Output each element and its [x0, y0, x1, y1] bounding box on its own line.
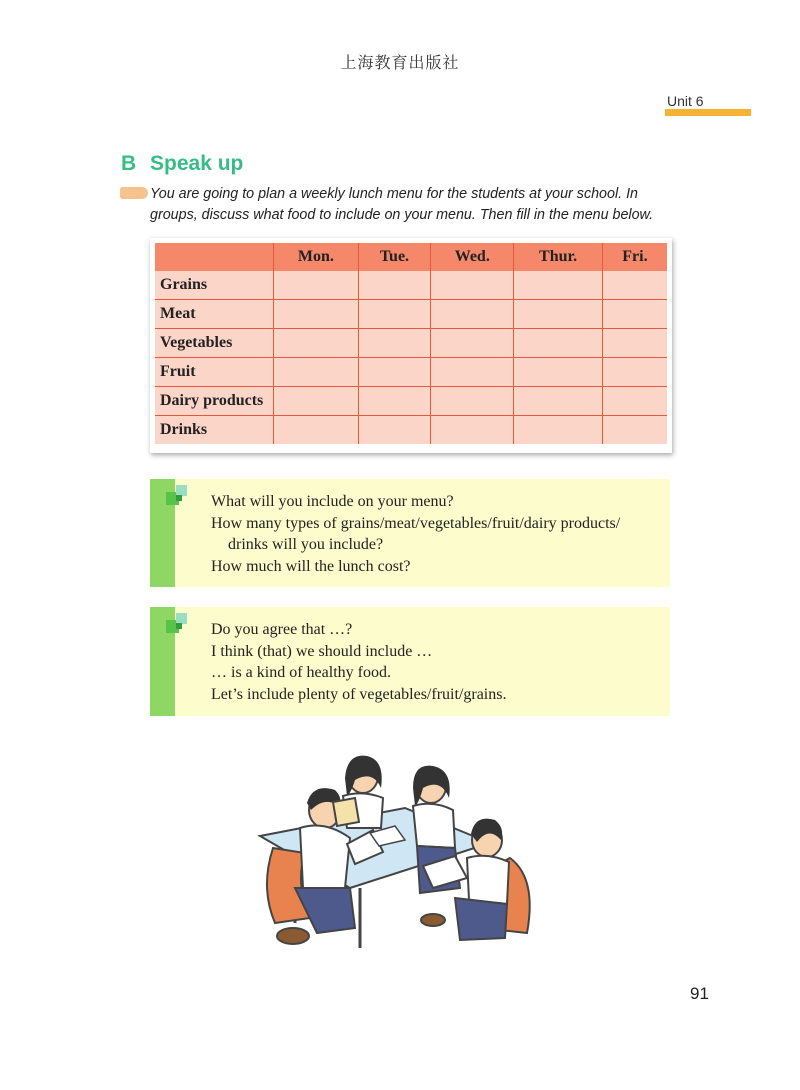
menu-row-label: Grains [155, 271, 274, 300]
phrase-prompt-box [150, 607, 670, 716]
question-prompt-box [150, 479, 670, 587]
menu-cell[interactable] [514, 300, 603, 329]
menu-header-wed: Wed. [431, 243, 514, 271]
menu-cell[interactable] [514, 329, 603, 358]
prompt-line: How much will the lunch cost? [211, 557, 411, 575]
menu-cell[interactable] [514, 416, 603, 445]
menu-row-drinks [155, 416, 667, 445]
instruction-tag-icon [120, 187, 148, 199]
menu-row-label: Dairy products [155, 387, 274, 416]
menu-cell[interactable] [431, 416, 514, 445]
menu-cell[interactable] [514, 271, 603, 300]
menu-header-corner [155, 243, 274, 271]
menu-cell[interactable] [602, 300, 667, 329]
menu-cell[interactable] [602, 271, 667, 300]
prompt-line: How many types of grains/meat/vegetables/fruit/dairy products/ [211, 514, 621, 532]
menu-row-vegetables [155, 329, 667, 358]
menu-table-card [150, 238, 672, 453]
menu-cell[interactable] [358, 271, 430, 300]
menu-cell[interactable] [602, 416, 667, 445]
prompt-lines [211, 619, 506, 705]
menu-row-meat [155, 300, 667, 329]
section-title: Speak up [150, 152, 244, 175]
prompt-lines [211, 491, 620, 577]
menu-row-label: Drinks [155, 416, 274, 445]
menu-cell[interactable] [358, 300, 430, 329]
menu-cell[interactable] [274, 387, 359, 416]
menu-cell[interactable] [358, 416, 430, 445]
prompt-line: … is a kind of healthy food. [211, 664, 391, 681]
menu-cell[interactable] [431, 300, 514, 329]
menu-table [155, 243, 667, 444]
menu-cell[interactable] [274, 329, 359, 358]
page-number: 91 [690, 984, 709, 1003]
students-discussion-illustration [255, 748, 545, 958]
menu-cell[interactable] [431, 358, 514, 387]
menu-cell[interactable] [431, 387, 514, 416]
menu-row-dairy [155, 387, 667, 416]
menu-row-label: Meat [155, 300, 274, 329]
prompt-line: I think (that) we should include … [211, 642, 433, 660]
decorative-square-icon [176, 623, 182, 629]
unit-underline [665, 109, 751, 116]
menu-row-label: Vegetables [155, 329, 274, 358]
prompt-line: drinks will you include? [228, 536, 384, 553]
menu-cell[interactable] [274, 271, 359, 300]
menu-cell[interactable] [358, 329, 430, 358]
menu-row-grains [155, 271, 667, 300]
menu-cell[interactable] [358, 358, 430, 387]
menu-cell[interactable] [602, 358, 667, 387]
menu-header-tue: Tue. [358, 243, 430, 271]
menu-row-label: Fruit [155, 358, 274, 387]
prompt-line: What will you include on your menu? [211, 493, 454, 510]
menu-cell[interactable] [602, 387, 667, 416]
menu-cell[interactable] [274, 358, 359, 387]
prompt-line: Do you agree that …? [211, 621, 353, 638]
menu-header-thur: Thur. [514, 243, 603, 271]
menu-cell[interactable] [358, 387, 430, 416]
menu-row-fruit [155, 358, 667, 387]
menu-header-mon: Mon. [274, 243, 359, 271]
instruction-text: You are going to plan a weekly lunch menu for the students at your school. In groups, discuss what food to include on your menu. Then fill in the menu below. [150, 186, 654, 223]
unit-label: Unit 6 [667, 93, 704, 109]
publisher-name: 上海教育出版社 [340, 53, 460, 72]
menu-cell[interactable] [514, 387, 603, 416]
menu-table-header-row [155, 243, 667, 271]
menu-cell[interactable] [514, 358, 603, 387]
prompt-line: Let’s include plenty of vegetables/fruit/grains. [211, 685, 507, 703]
menu-cell[interactable] [274, 300, 359, 329]
menu-header-fri: Fri. [602, 243, 667, 271]
section-letter: B [121, 152, 137, 175]
menu-cell[interactable] [431, 329, 514, 358]
menu-cell[interactable] [274, 416, 359, 445]
menu-cell[interactable] [431, 271, 514, 300]
decorative-square-icon [176, 495, 182, 501]
menu-cell[interactable] [602, 329, 667, 358]
